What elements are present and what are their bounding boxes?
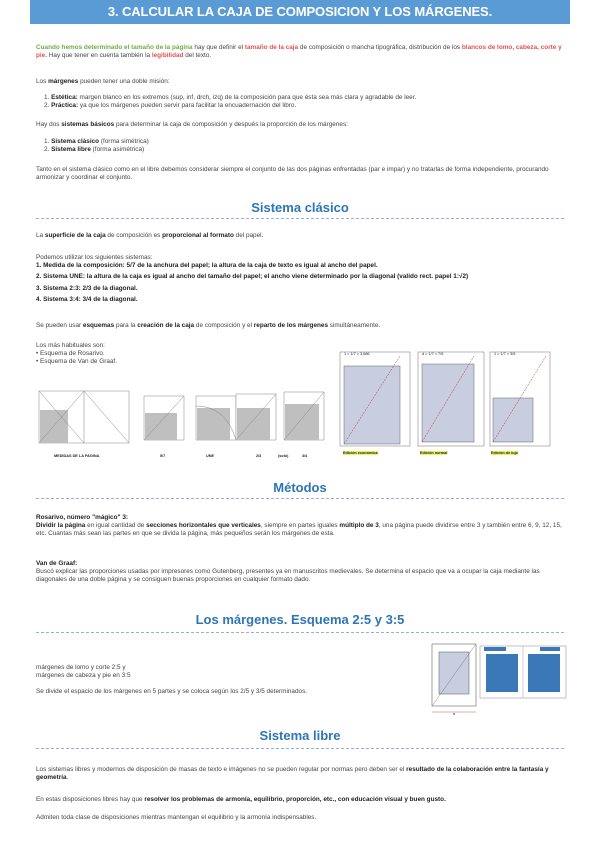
clasico-paragraph-3 (36, 322, 564, 330)
text: Los más habituales son: (36, 342, 105, 349)
list-item: 1. Sistema clásico (forma simétrica) (44, 138, 149, 145)
figure-caption: 5/7 (160, 454, 166, 458)
bold-text: Estética: (51, 94, 78, 101)
method-item: 3. Sistema 2:3: 2/3 de la diagonal. (36, 284, 138, 292)
libre-paragraph-2 (36, 796, 564, 804)
libre-paragraph-3: Admiten toda clase de disposiciones mientras mantengan el equilibrio y la armonía indispensables. (36, 814, 317, 821)
dashed-divider (36, 748, 564, 749)
text: en igual cantidad de (85, 522, 147, 530)
intro-paragraph-3 (36, 121, 564, 129)
list-item: • Esquema de Van de Graaf. (36, 358, 117, 366)
text: , una página puede dividirse entre 3 y también entre 6, 9, 12, 15, etc. Cuantas más sean las partes en que se divida la página, más pequeños serán los márgenes de esta. (36, 522, 562, 538)
section-heading-metodos: Métodos (273, 480, 327, 495)
text: de composición es (105, 232, 163, 239)
libre-paragraph-1 (36, 766, 564, 782)
bold-text: resolver los problemas de armonía, equilibrio, proporción, etc., con educación visual y buen gusto. (144, 796, 446, 803)
diagram-label: 1 = 1/7 × 3,666 (344, 352, 370, 356)
text: pueden tener una doble misión: (78, 78, 170, 85)
page-measure-diagrams (38, 390, 330, 452)
page-title-banner: 3. CALCULAR LA CAJA DE COMPOSICION Y LOS MÁRGENES. (30, 0, 570, 24)
highlight-red: blancos de lomo, cabeza, corte y pie. (36, 44, 562, 60)
figure-caption: 2/3 (256, 454, 262, 458)
margenes-text (36, 664, 416, 697)
dashed-divider (36, 218, 564, 219)
bold-text: Dividir la página (36, 522, 86, 530)
bold-text: resultado de la colaboración entre la fantasía y geometría (36, 766, 549, 782)
bold-text: Práctica: (51, 102, 79, 110)
text: La (36, 232, 45, 239)
method-item: 4. Sistema 3:4: 3/4 de la diagonal. (36, 295, 138, 303)
list-item: 2. Práctica: ya que los márgenes pueden servir para facilitar la encuadernación del libro. (44, 102, 297, 110)
intro-paragraph-1 (36, 44, 564, 60)
edition-caption: Edición normal (420, 451, 448, 455)
margin-scheme-diagram (430, 642, 570, 718)
text: Los (36, 78, 49, 85)
edition-caption: Edición económica (343, 451, 378, 455)
text: , siempre en partes iguales (260, 522, 340, 530)
text: (forma asimétrica) (90, 146, 145, 154)
dashed-divider (36, 632, 564, 633)
bold-text: creación de la caja (137, 322, 195, 329)
diagram-label: d = 1/7 × 7/5 (422, 352, 444, 356)
subheading: Rosarivo, número "mágico" 3: (36, 514, 128, 521)
list-item: 2. Sistema libre (forma asimétrica) (44, 146, 145, 154)
subheading: Van de Graaf: (36, 560, 78, 567)
text: simultáneamente. (328, 322, 381, 329)
edition-diagrams (338, 350, 570, 450)
figure-caption: MEDIDAS DE LA PAGINA (54, 454, 100, 458)
bold-text: Sistema libre (51, 146, 91, 154)
highlight-red: tamaño de la caja (244, 44, 299, 51)
section-heading-libre: Sistema libre (259, 728, 341, 743)
text: márgenes de lomo y corte 2:5 y (36, 664, 126, 671)
figure-caption: 3/4 (302, 454, 308, 458)
mission-list (44, 94, 564, 110)
highlight-red: legibilidad (151, 52, 184, 60)
bold-text: esquemas (82, 322, 115, 329)
text: de composición o mancha tipográfica, distribución de los (298, 44, 462, 51)
schemes-list (36, 342, 326, 367)
text: margen blanco en los extremos (sup, inf, drch, izq) de la composición para que ésta sea más clara y agradable de leer. (77, 94, 417, 101)
method-item: 1. Medida de la composición: 5/7 de la anchura del papel; la altura de la caja de texto es igual al ancho del papel. (36, 262, 378, 270)
rosarivo-block (36, 514, 564, 539)
bold-text: proporcional al formato (162, 232, 234, 239)
list-item: 1. Estética: margen blanco en los extremos (sup, inf, drch, izq) de la composición para que ésta sea más clara y agradable de leer. (44, 94, 417, 101)
bold-text: secciones horizontales que verticales (146, 522, 261, 530)
paragraph: Buscó explicar las proporciones usadas por impresores como Gutenberg, presentes ya en manuscritos medievales. Se determina el espacio que va a ocupar la caja mediante las diagonales de una doble página y se consiguen buenas proporciones en cualquier formato dado. (36, 568, 540, 584)
text: para la (114, 322, 138, 329)
figure-caption: (solo) (278, 454, 289, 458)
bold-text: Sistema clásico (51, 138, 100, 145)
bold-text: sistemas básicos (61, 121, 115, 128)
text: ya que los márgenes pueden servir para facilitar la encuadernación del libro. (78, 102, 297, 110)
text: Podemos utilizar los siguientes sistemas: (36, 254, 153, 261)
bold-text: reparto de los márgenes (253, 322, 329, 329)
edition-caption: Edición de lujo (491, 451, 519, 455)
method-item: 2. Sistema UNE: la altura de la caja es igual al ancho del tamaño del papel; el ancho viene determinado por la diagonal (valido rect. papel 1:√2) (36, 273, 469, 281)
text: Se divide el espacio de los márgenes en 5 partes y se coloca según los 2/5 y 3/5 determinados. (36, 688, 308, 696)
text: (forma simétrica) (99, 138, 149, 145)
text: Hay dos (36, 121, 62, 128)
paragraph (36, 522, 564, 538)
dashed-divider (36, 498, 564, 499)
diagram-label: 1 = 1/7 × 3/5 (494, 352, 516, 356)
intro-paragraph-2 (36, 78, 564, 86)
vandegraaf-block (36, 560, 564, 585)
text: del papel. (233, 232, 264, 239)
clasico-paragraph-1 (36, 232, 564, 240)
systems-list (44, 138, 564, 154)
highlight-green: Cuando hemos determinado el tamaño de la página (36, 44, 193, 51)
list-item: • Esquema de Rosarivo. (36, 350, 105, 358)
bold-text: márgenes (48, 78, 79, 85)
bold-text: superficie de la caja (44, 232, 106, 239)
text: Los sistemas libres y modernos de disposición de masas de texto e imágenes no se pueden regular por normas pero deben ser el (36, 766, 407, 773)
figure-caption: UNE (206, 454, 215, 458)
intro-paragraph-4: Tanto en el sistema clásico como en el libre debemos considerar siempre el conjunto de las dos páginas enfrentadas (par e impar) y no tratarlas de forma independiente, procurando armonizar y coordinar el conjunto. (36, 166, 549, 182)
text: . (66, 774, 69, 782)
text: de composición y el (194, 322, 254, 329)
section-heading-margenes: Los márgenes. Esquema 2:5 y 3:5 (195, 612, 405, 627)
clasico-methods (36, 254, 564, 304)
text: En estas disposiciones libres hay que (36, 796, 145, 803)
text: hay que definir el (192, 44, 245, 51)
text: márgenes de cabeza y pie en 3:5 (36, 672, 131, 680)
text: Se pueden usar (36, 322, 83, 329)
text: Hay que tener en cuenta también la (47, 52, 152, 60)
section-heading-clasico: Sistema clásico (251, 200, 349, 215)
text: para determinar la caja de composición y después la proporción de los márgenes: (114, 121, 348, 128)
bold-text: múltiplo de 3 (339, 522, 379, 530)
text: del texto. (183, 52, 212, 60)
